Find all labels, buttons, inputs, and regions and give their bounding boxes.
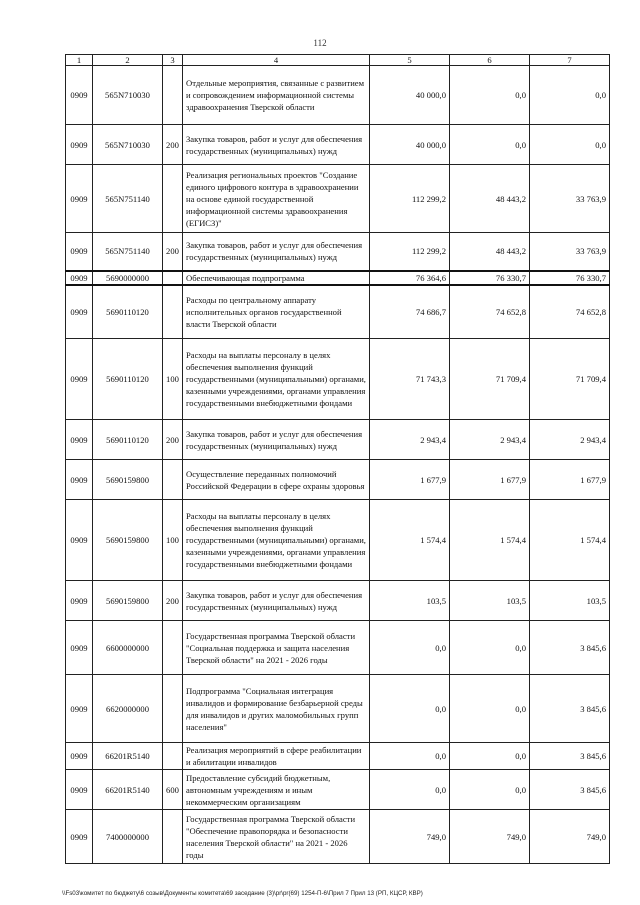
budget-table bbox=[65, 54, 610, 864]
amount-cell: 74 652,8 bbox=[450, 285, 530, 339]
section-code-cell: 0909 bbox=[66, 770, 93, 810]
header-cell: 4 bbox=[183, 55, 370, 66]
amount-cell: 0,0 bbox=[530, 66, 610, 125]
target-article-cell: 565N710030 bbox=[93, 66, 163, 125]
expense-type-cell: 200 bbox=[163, 233, 183, 271]
amount-cell: 76 330,7 bbox=[530, 271, 610, 285]
amount-cell: 103,5 bbox=[370, 581, 450, 621]
amount-cell: 0,0 bbox=[450, 66, 530, 125]
section-code-cell: 0909 bbox=[66, 460, 93, 500]
target-article-cell: 5690110120 bbox=[93, 285, 163, 339]
description-cell: Расходы по центральному аппарату исполнительных органов государственной власти Тверской области bbox=[183, 285, 370, 339]
header-cell: 1 bbox=[66, 55, 93, 66]
expense-type-cell: 100 bbox=[163, 339, 183, 420]
table-row bbox=[66, 339, 610, 420]
description-cell: Государственная программа Тверской области "Социальная поддержка и защита населения Тверской области" на 2021 - 2026 годы bbox=[183, 621, 370, 675]
table-row bbox=[66, 770, 610, 810]
amount-cell: 2 943,4 bbox=[450, 420, 530, 460]
amount-cell: 33 763,9 bbox=[530, 233, 610, 271]
description-cell: Расходы на выплаты персоналу в целях обеспечения выполнения функций государственными (муниципальными) органами, казенными учреждениями, органами управления государственными внебюджетными фондами bbox=[183, 500, 370, 581]
description-cell: Закупка товаров, работ и услуг для обеспечения государственных (муниципальных) нужд bbox=[183, 420, 370, 460]
target-article-cell: 6620000000 bbox=[93, 675, 163, 743]
amount-cell: 3 845,6 bbox=[530, 675, 610, 743]
description-cell: Реализация региональных проектов "Создание единого цифрового контура в здравоохранении на основе единой государственной информационной системы здравоохранения (ЕГИСЗ)" bbox=[183, 165, 370, 233]
expense-type-cell: 100 bbox=[163, 500, 183, 581]
section-code-cell: 0909 bbox=[66, 165, 93, 233]
expense-type-cell: 200 bbox=[163, 125, 183, 165]
header-row bbox=[66, 55, 610, 66]
expense-type-cell: 200 bbox=[163, 420, 183, 460]
amount-cell: 71 709,4 bbox=[450, 339, 530, 420]
expense-type-cell bbox=[163, 621, 183, 675]
table-row bbox=[66, 675, 610, 743]
description-cell: Расходы на выплаты персоналу в целях обеспечения выполнения функций государственными (муниципальными) органами, казенными учреждениями, органами управления государственными внебюджетными фондами bbox=[183, 339, 370, 420]
target-article-cell: 66201R5140 bbox=[93, 743, 163, 770]
amount-cell: 749,0 bbox=[530, 810, 610, 864]
amount-cell: 40 000,0 bbox=[370, 66, 450, 125]
expense-type-cell: 200 bbox=[163, 581, 183, 621]
target-article-cell: 7400000000 bbox=[93, 810, 163, 864]
amount-cell: 1 574,4 bbox=[370, 500, 450, 581]
amount-cell: 1 574,4 bbox=[530, 500, 610, 581]
section-code-cell: 0909 bbox=[66, 500, 93, 581]
table-row bbox=[66, 810, 610, 864]
section-code-cell: 0909 bbox=[66, 66, 93, 125]
amount-cell: 74 652,8 bbox=[530, 285, 610, 339]
target-article-cell: 5690159800 bbox=[93, 460, 163, 500]
header-cell: 3 bbox=[163, 55, 183, 66]
amount-cell: 112 299,2 bbox=[370, 233, 450, 271]
amount-cell: 112 299,2 bbox=[370, 165, 450, 233]
page-number: 112 bbox=[313, 38, 327, 48]
amount-cell: 103,5 bbox=[450, 581, 530, 621]
section-code-cell: 0909 bbox=[66, 339, 93, 420]
amount-cell: 48 443,2 bbox=[450, 233, 530, 271]
target-article-cell: 5690000000 bbox=[93, 271, 163, 285]
table-row bbox=[66, 271, 610, 285]
table-row bbox=[66, 420, 610, 460]
section-code-cell: 0909 bbox=[66, 621, 93, 675]
target-article-cell: 66201R5140 bbox=[93, 770, 163, 810]
target-article-cell: 5690159800 bbox=[93, 500, 163, 581]
expense-type-cell bbox=[163, 810, 183, 864]
description-cell: Обеспечивающая подпрограмма bbox=[183, 271, 370, 285]
description-cell: Закупка товаров, работ и услуг для обеспечения государственных (муниципальных) нужд bbox=[183, 581, 370, 621]
amount-cell: 0,0 bbox=[370, 743, 450, 770]
amount-cell: 749,0 bbox=[450, 810, 530, 864]
amount-cell: 40 000,0 bbox=[370, 125, 450, 165]
amount-cell: 0,0 bbox=[450, 770, 530, 810]
amount-cell: 0,0 bbox=[530, 125, 610, 165]
file-path-footer: \\Fs03\комитет по бюджету\6 созыв\Документы комитета\69 заседание (3)\pr\pr(69) 1254-П-6\Прил 7 Прил 13 (РП, КЦСР, КВР) bbox=[62, 890, 423, 897]
amount-cell: 2 943,4 bbox=[370, 420, 450, 460]
target-article-cell: 5690110120 bbox=[93, 420, 163, 460]
amount-cell: 48 443,2 bbox=[450, 165, 530, 233]
amount-cell: 0,0 bbox=[370, 770, 450, 810]
header-cell: 2 bbox=[93, 55, 163, 66]
target-article-cell: 5690159800 bbox=[93, 581, 163, 621]
description-cell: Закупка товаров, работ и услуг для обеспечения государственных (муниципальных) нужд bbox=[183, 233, 370, 271]
amount-cell: 0,0 bbox=[450, 675, 530, 743]
amount-cell: 1 677,9 bbox=[530, 460, 610, 500]
expense-type-cell: 600 bbox=[163, 770, 183, 810]
section-code-cell: 0909 bbox=[66, 581, 93, 621]
description-cell: Реализация мероприятий в сфере реабилитации и абилитации инвалидов bbox=[183, 743, 370, 770]
expense-type-cell bbox=[163, 271, 183, 285]
description-cell: Закупка товаров, работ и услуг для обеспечения государственных (муниципальных) нужд bbox=[183, 125, 370, 165]
description-cell: Осуществление переданных полномочий Российской Федерации в сфере охраны здоровья bbox=[183, 460, 370, 500]
table-row bbox=[66, 165, 610, 233]
amount-cell: 3 845,6 bbox=[530, 770, 610, 810]
amount-cell: 0,0 bbox=[370, 621, 450, 675]
amount-cell: 1 677,9 bbox=[370, 460, 450, 500]
table-row bbox=[66, 233, 610, 271]
amount-cell: 3 845,6 bbox=[530, 743, 610, 770]
table-row bbox=[66, 581, 610, 621]
description-cell: Подпрограмма "Социальная интеграция инвалидов и формирование безбарьерной среды для инвалидов и других маломобильных групп населения" bbox=[183, 675, 370, 743]
description-cell: Государственная программа Тверской области "Обеспечение правопорядка и безопасности населения Тверской области" на 2021 - 2026 годы bbox=[183, 810, 370, 864]
section-code-cell: 0909 bbox=[66, 271, 93, 285]
table-row bbox=[66, 500, 610, 581]
header-cell: 7 bbox=[530, 55, 610, 66]
amount-cell: 71 743,3 bbox=[370, 339, 450, 420]
table-row bbox=[66, 743, 610, 770]
header-cell: 5 bbox=[370, 55, 450, 66]
table-row bbox=[66, 66, 610, 125]
target-article-cell: 6600000000 bbox=[93, 621, 163, 675]
section-code-cell: 0909 bbox=[66, 810, 93, 864]
expense-type-cell bbox=[163, 743, 183, 770]
amount-cell: 1 574,4 bbox=[450, 500, 530, 581]
description-cell: Предоставление субсидий бюджетным, автономным учреждениям и иным некоммерческим организациям bbox=[183, 770, 370, 810]
table-row bbox=[66, 125, 610, 165]
section-code-cell: 0909 bbox=[66, 233, 93, 271]
target-article-cell: 565N751140 bbox=[93, 165, 163, 233]
target-article-cell: 565N710030 bbox=[93, 125, 163, 165]
amount-cell: 0,0 bbox=[450, 621, 530, 675]
amount-cell: 71 709,4 bbox=[530, 339, 610, 420]
amount-cell: 0,0 bbox=[370, 675, 450, 743]
table-row bbox=[66, 285, 610, 339]
section-code-cell: 0909 bbox=[66, 743, 93, 770]
expense-type-cell bbox=[163, 66, 183, 125]
section-code-cell: 0909 bbox=[66, 420, 93, 460]
amount-cell: 33 763,9 bbox=[530, 165, 610, 233]
target-article-cell: 565N751140 bbox=[93, 233, 163, 271]
target-article-cell: 5690110120 bbox=[93, 339, 163, 420]
amount-cell: 74 686,7 bbox=[370, 285, 450, 339]
amount-cell: 1 677,9 bbox=[450, 460, 530, 500]
table-row bbox=[66, 460, 610, 500]
amount-cell: 103,5 bbox=[530, 581, 610, 621]
header-cell: 6 bbox=[450, 55, 530, 66]
amount-cell: 0,0 bbox=[450, 743, 530, 770]
amount-cell: 749,0 bbox=[370, 810, 450, 864]
expense-type-cell bbox=[163, 285, 183, 339]
amount-cell: 0,0 bbox=[450, 125, 530, 165]
expense-type-cell bbox=[163, 460, 183, 500]
section-code-cell: 0909 bbox=[66, 125, 93, 165]
expense-type-cell bbox=[163, 675, 183, 743]
amount-cell: 76 330,7 bbox=[450, 271, 530, 285]
expense-type-cell bbox=[163, 165, 183, 233]
table-row bbox=[66, 621, 610, 675]
amount-cell: 2 943,4 bbox=[530, 420, 610, 460]
amount-cell: 3 845,6 bbox=[530, 621, 610, 675]
section-code-cell: 0909 bbox=[66, 675, 93, 743]
amount-cell: 76 364,6 bbox=[370, 271, 450, 285]
section-code-cell: 0909 bbox=[66, 285, 93, 339]
description-cell: Отдельные мероприятия, связанные с развитием и сопровождением информационной системы здравоохранения Тверской области bbox=[183, 66, 370, 125]
